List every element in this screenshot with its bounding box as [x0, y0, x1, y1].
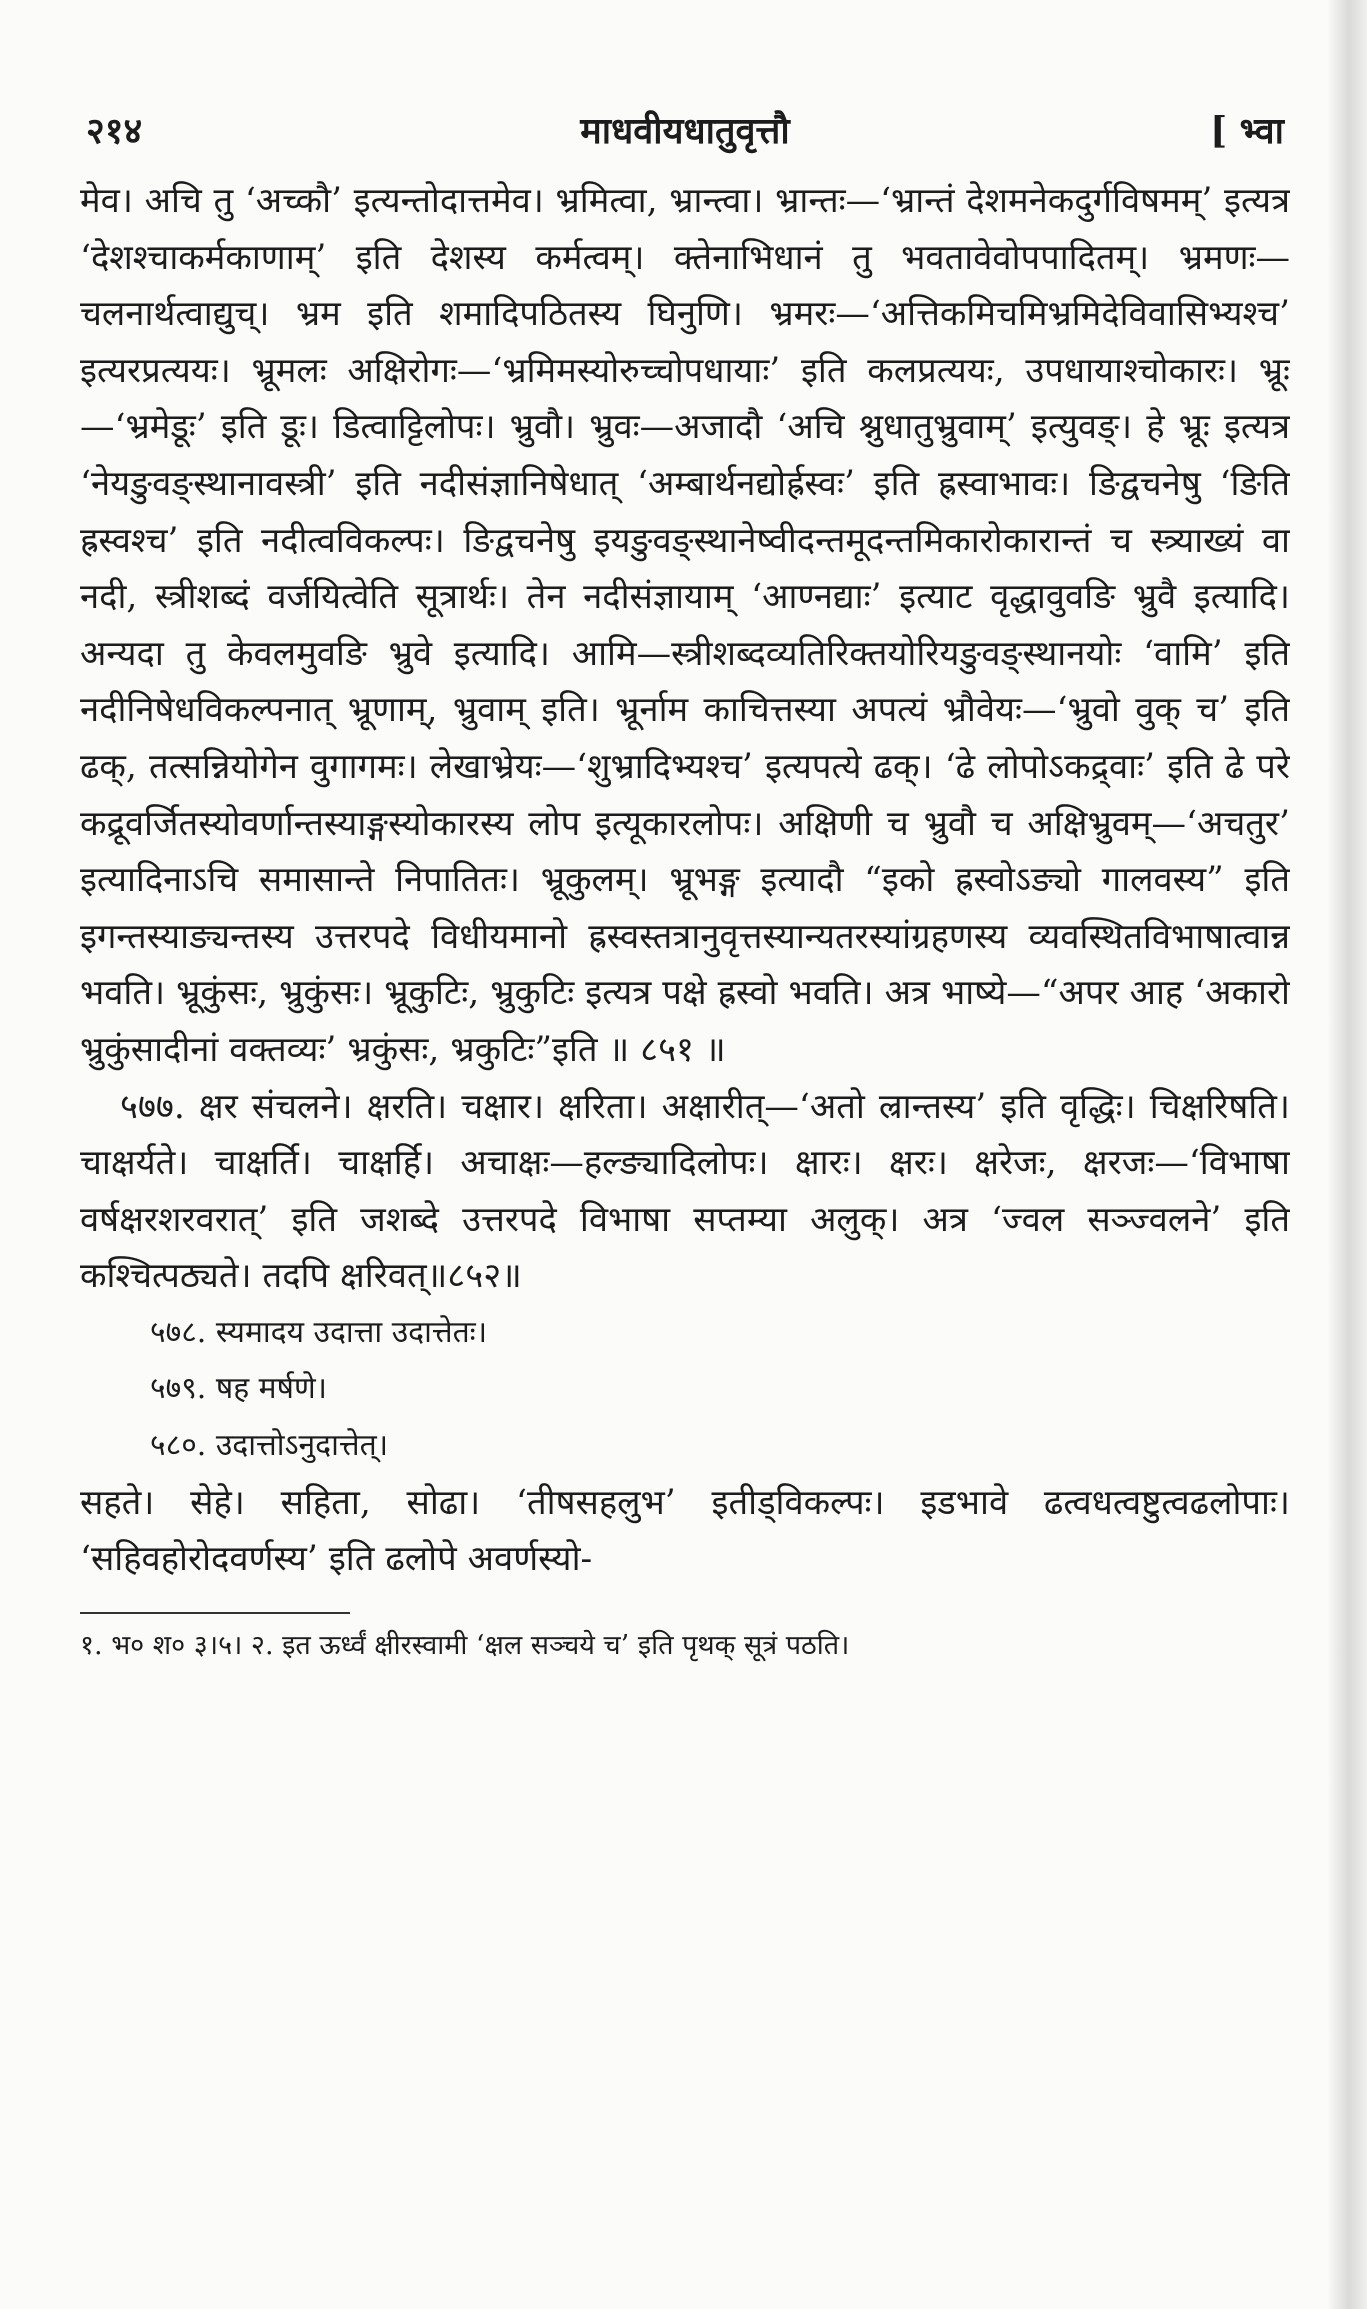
running-header [80, 95, 1290, 155]
section-marker: [ भ्वा [1210, 110, 1284, 152]
running-title: माधवीयधातुवृत्तौ [580, 110, 790, 152]
book-gutter-shadow [1327, 0, 1367, 2309]
footnote: १. भ० श० ३।५। २. इत ऊर्ध्वं क्षीरस्वामी ‘क्षल सञ्चये च’ इति पृथक् सूत्रं पठति। [80, 1629, 850, 1661]
page-number: २१४ [86, 110, 143, 152]
sutra-578: ५७८. स्यमादय उदात्ता उदात्तेतः। [150, 1314, 488, 1350]
main-text [80, 173, 1290, 1588]
sutra-579: ५७९. षह मर्षणे। [150, 1371, 328, 1407]
paragraph-bhram-bhru: मेव। अचि तु ‘अच्कौ’ इत्यन्तोदात्तमेव। भ्रमित्वा, भ्रान्त्वा। भ्रान्तः—‘भ्रान्तं देशमनेकदुर्गविषमम्’ इत्यत्र ‘देशश्चाकर्मकाणाम्’ इति देशस्य कर्मत्वम्। क्तेनाभिधानं तु भवतावेवोपपादितम्। भ्रमणः—चलनार्थत्वाद्युच्। भ्रम इति शमादिपठितस्य घिनुणि। भ्रमरः—‘अत्तिकमिचमिभ्रमिदेविवासिभ्यश्च’ इत्यरप्रत्ययः। भ्रूमलः अक्षिरोगः—‘भ्रमिमस्योरुच्चोपधायाः’ इति कलप्रत्ययः, उपधायाश्चोकारः। भ्रूः—‘भ्रमेडूः’ इति डूः। डित्वाट्टिलोपः। भ्रुवौ। भ्रुवः—अजादौ ‘अचि श्नुधातुभ्रुवाम्’ इत्युवङ्। हे भ्रूः इत्यत्र ‘नेयङुवङ्स्थानावस्त्री’ इति नदीसंज्ञानिषेधात् ‘अम्बार्थनद्योर्ह्रस्वः’ इति ह्रस्वाभावः। ङिद्वचनेषु ‘ङिति ह्रस्वश्च’ इति नदीत्वविकल्पः। ङिद्वचनेषु इयङुवङ्स्थानेष्वीदन्तमूदन्तमिकारोकारान्तं च स्त्र्याख्यं वा नदी, स्त्रीशब्दं वर्जयित्वेति सूत्रार्थः। तेन नदीसंज्ञायाम् ‘आण्नद्याः’ इत्याट वृद्धावुवङि भ्रुवै इत्यादि। अन्यदा तु केवलमुवङि भ्रुवे इत्यादि। आमि—स्त्रीशब्दव्यतिरिक्तयोरियङुवङ्स्थानयोः ‘वामि’ इति नदीनिषेधविकल्पनात् भ्रूणाम्, भ्रुवाम् इति। भ्रूर्नाम काचित्तस्या अपत्यं भ्रौवेयः—‘भ्रुवो वुक् च’ इति ढक्, तत्सन्नियोगेन वुगागमः। लेखाभ्रेयः—‘शुभ्रादिभ्यश्च’ इत्यपत्ये ढक्। ‘ढे लोपोऽकद्र्वाः’ इति ढे परे कद्रूवर्जितस्योवर्णान्तस्याङ्गस्योकारस्य लोप इत्यूकारलोपः। अक्षिणी च भ्रुवौ च अक्षिभ्रुवम्—‘अचतुर’ इत्यादिनाऽचि समासान्ते निपातितः। भ्रूकुलम्। भ्रूभङ्ग इत्यादौ “इको ह्रस्वोऽङ्यो गालवस्य” इति इगन्तस्याङ्यन्तस्य उत्तरपदे विधीयमानो ह्रस्वस्तत्रानुवृत्तस्यान्यतरस्यांग्रहणस्य व्यवस्थितविभाषात्वान्न भवति। भ्रूकुंसः, भ्रुकुंसः। भ्रूकुटिः, भ्रुकुटिः इत्यत्र पक्षे ह्रस्वो भवति। अत्र भाष्ये—“अपर आह ‘अकारो भ्रुकुंसादीनां वक्तव्यः’ भ्रकुंसः, भ्रकुटिः”इति ॥ ८५१ ॥ [80, 181, 1290, 1070]
book-page [80, 95, 1290, 2275]
sutra-580: ५८०. उदात्तोऽनुदात्तेत्। [150, 1428, 389, 1464]
paragraph-kshara: ५७७. क्षर संचलने। क्षरति। चक्षार। क्षरिता। अक्षारीत्—‘अतो ल्रान्तस्य’ इति वृद्धिः। चिक्षरिषति। चाक्षर्यते। चाक्षर्ति। चाक्षर्हि। अचाक्षः—हल्ङ्यादिलोपः। क्षारः। क्षरः। क्षरेजः, क्षरजः—‘विभाषा वर्षक्षरशरवरात्’ इति जशब्दे उत्तरपदे विभाषा सप्तम्या अलुक्। अत्र ‘ज्वल सञ्ज्वलने’ इति कश्चित्पठ्यते। तदपि क्षरिवत्॥८५२॥ [80, 1086, 1290, 1297]
footnote-rule [80, 1612, 350, 1614]
paragraph-sahate: सहते। सेहे। सहिता, सोढा। ‘तीषसहलुभ’ इतीड्विकल्पः। इडभावे ढत्वधत्वष्टुत्वढलोपाः। ‘सहिवहोरोदवर्णस्य’ इति ढलोपे अवर्णस्यो- [80, 1482, 1290, 1580]
